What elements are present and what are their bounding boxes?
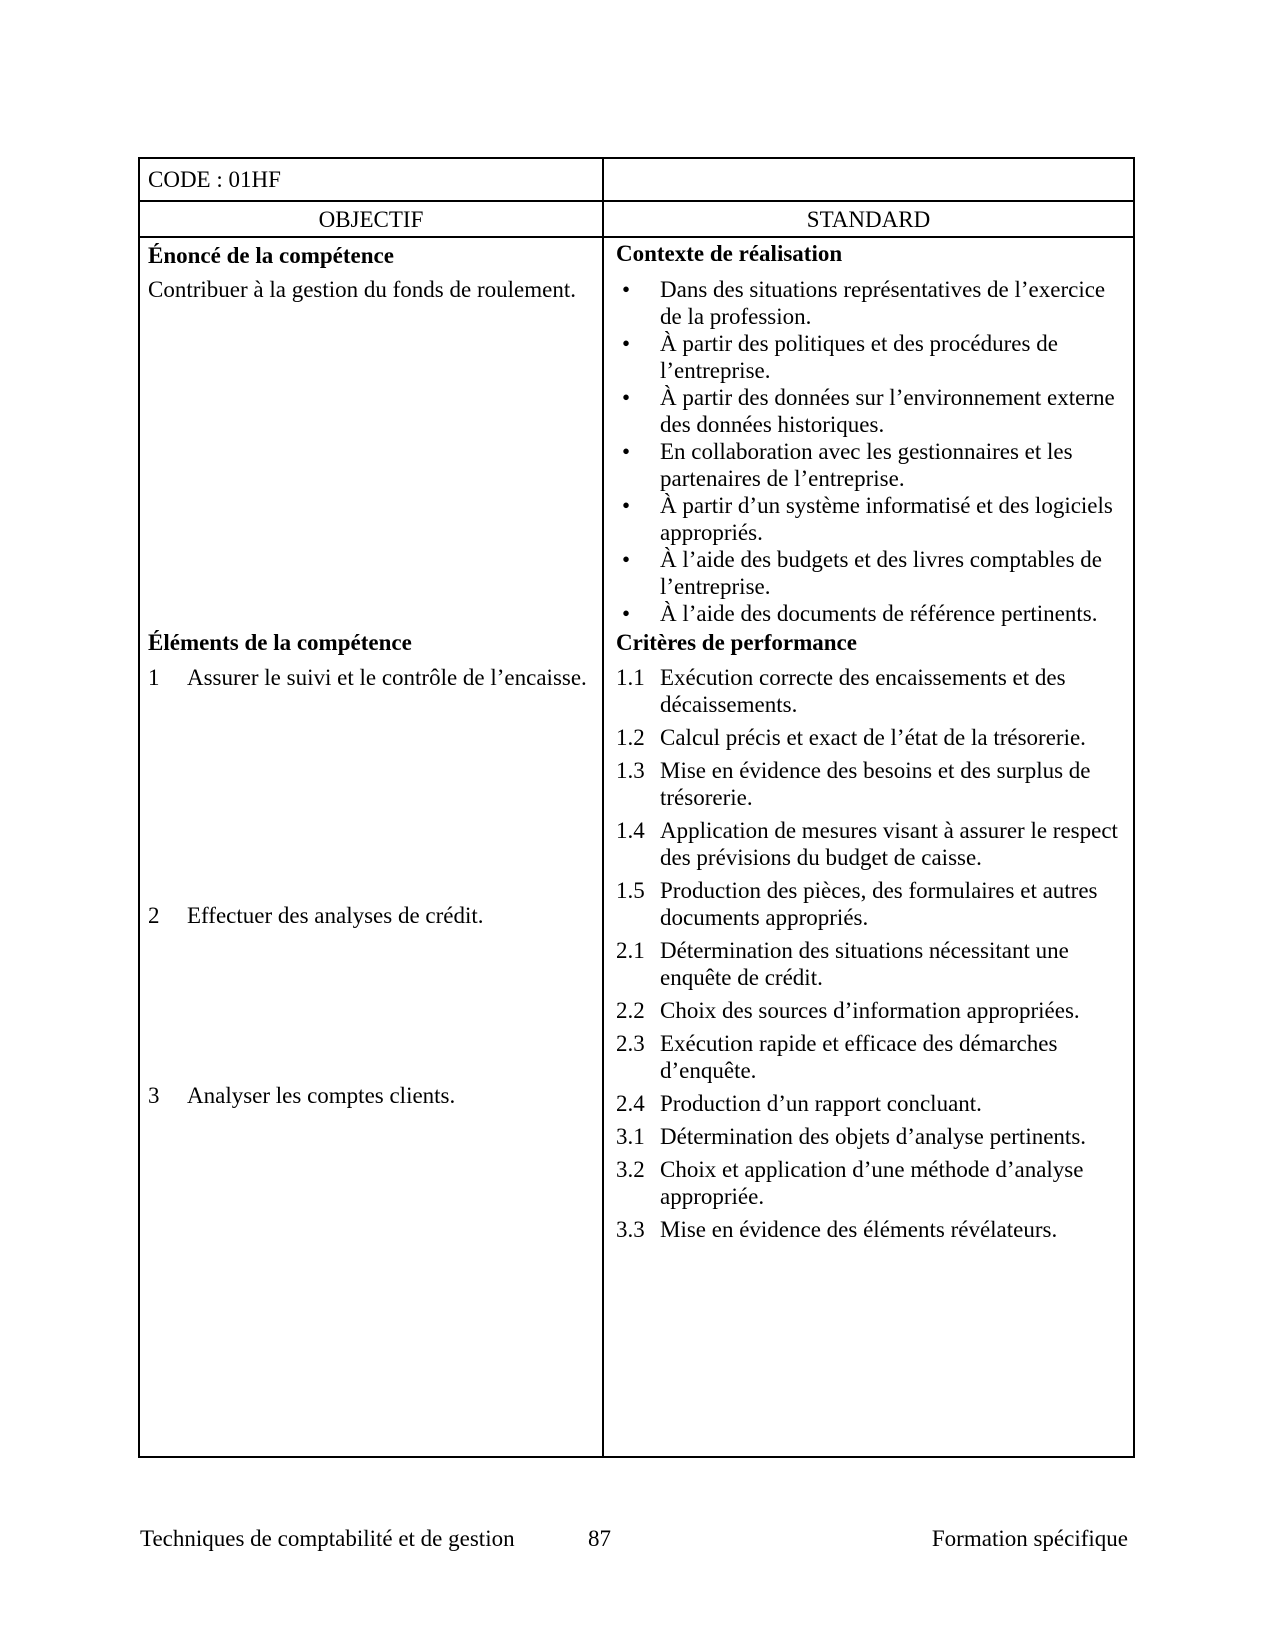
list-item: [616, 817, 1127, 871]
list-item: [148, 902, 592, 929]
list-item: [616, 384, 1127, 438]
item-number: 1.4: [616, 818, 645, 843]
list-item: [616, 546, 1127, 600]
bullet-icon: •: [622, 547, 631, 572]
contexte-list: [616, 276, 1127, 627]
list-item: [616, 997, 1127, 1024]
column-header-row: [140, 202, 1133, 238]
enonce-text: Contribuer à la gestion du fonds de roulement.: [148, 277, 576, 302]
item-text: Production des pièces, des formulaires et autres documents appropriés.: [660, 878, 1098, 930]
item-text: Choix et application d’une méthode d’analyse appropriée.: [660, 1157, 1084, 1209]
item-text: Détermination des objets d’analyse pertinents.: [660, 1124, 1087, 1149]
list-item: [616, 330, 1127, 384]
bullet-icon: •: [622, 601, 631, 626]
item-text: Mise en évidence des éléments révélateurs.: [660, 1217, 1058, 1242]
standard-column: [604, 238, 1133, 1456]
item-text: Dans des situations représentatives de l’exercice de la profession.: [660, 277, 1106, 329]
list-item: [616, 1030, 1127, 1084]
item-number: 2.1: [616, 938, 645, 963]
item-number: 1.3: [616, 758, 645, 783]
item-number: 1.1: [616, 665, 645, 690]
item-number: 3.1: [616, 1124, 645, 1149]
bullet-icon: •: [622, 385, 631, 410]
elements-list: [148, 664, 592, 1109]
list-item: [616, 877, 1127, 931]
item-number: 2: [148, 903, 160, 928]
item-number: 2.4: [616, 1091, 645, 1116]
list-item: [616, 937, 1127, 991]
item-text: À partir des données sur l’environnement externe des données historiques.: [660, 385, 1115, 437]
list-item: [616, 1123, 1127, 1150]
item-text: Détermination des situations nécessitant une enquête de crédit.: [660, 938, 1069, 990]
item-text: Mise en évidence des besoins et des surplus de trésorerie.: [660, 758, 1091, 810]
standard-header: STANDARD: [806, 206, 931, 232]
code-cell: [140, 159, 604, 200]
list-item: [616, 600, 1127, 627]
footer-program-title: Techniques de comptabilité et de gestion: [140, 1526, 515, 1551]
item-text: À partir des politiques et des procédures de l’entreprise.: [660, 331, 1058, 383]
footer-section-title: Formation spécifique: [931, 1526, 1128, 1551]
page-footer: [138, 1525, 1135, 1555]
item-text: Analyser les comptes clients.: [187, 1083, 456, 1108]
elements-heading: Éléments de la compétence: [148, 630, 412, 655]
item-text: À l’aide des documents de référence pertinents.: [660, 601, 1098, 626]
list-item: [616, 757, 1127, 811]
list-item: [616, 276, 1127, 330]
competency-table: [138, 157, 1135, 1458]
body-row: [140, 238, 1133, 1456]
objectif-header: OBJECTIF: [318, 206, 424, 232]
bullet-icon: •: [622, 331, 631, 356]
item-text: Choix des sources d’information appropriées.: [660, 998, 1080, 1023]
enonce-heading: Énoncé de la compétence: [148, 243, 394, 268]
code-row: [140, 159, 1133, 202]
item-text: Exécution rapide et efficace des démarches d’enquête.: [660, 1031, 1058, 1083]
item-text: Production d’un rapport concluant.: [660, 1091, 982, 1116]
code-cell-empty: [604, 159, 1133, 200]
item-text: Application de mesures visant à assurer le respect des prévisions du budget de caisse.: [660, 818, 1118, 870]
item-text: Exécution correcte des encaissements et des décaissements.: [660, 665, 1066, 717]
list-item: [616, 492, 1127, 546]
item-number: 2.2: [616, 998, 645, 1023]
item-text: À l’aide des budgets et des livres comptables de l’entreprise.: [660, 547, 1102, 599]
item-number: 1: [148, 665, 160, 690]
item-number: 3: [148, 1083, 160, 1108]
item-number: 3.3: [616, 1217, 645, 1242]
item-number: 1.5: [616, 878, 645, 903]
code-label: CODE : 01HF: [148, 167, 281, 192]
item-text: À partir d’un système informatisé et des logiciels appropriés.: [660, 493, 1113, 545]
item-text: Effectuer des analyses de crédit.: [187, 903, 484, 928]
criteres-heading: Critères de performance: [616, 630, 857, 655]
item-text: En collaboration avec les gestionnaires et les partenaires de l’entreprise.: [660, 439, 1073, 491]
list-item: [148, 1082, 592, 1109]
list-item: [148, 664, 592, 691]
criteres-list: [616, 664, 1127, 1243]
bullet-icon: •: [622, 439, 631, 464]
bullet-icon: •: [622, 493, 631, 518]
list-item: [616, 1090, 1127, 1117]
item-text: Assurer le suivi et le contrôle de l’encaisse.: [187, 665, 587, 690]
standard-header-cell: [604, 202, 1133, 236]
objectif-column: [140, 238, 604, 1456]
list-item: [616, 1156, 1127, 1210]
footer-page-number: 87: [588, 1526, 611, 1551]
item-number: 1.2: [616, 725, 645, 750]
list-item: [616, 438, 1127, 492]
bullet-icon: •: [622, 277, 631, 302]
list-item: [616, 1216, 1127, 1243]
contexte-heading: Contexte de réalisation: [616, 241, 843, 266]
objectif-header-cell: [140, 202, 604, 236]
item-number: 3.2: [616, 1157, 645, 1182]
list-item: [616, 664, 1127, 718]
item-number: 2.3: [616, 1031, 645, 1056]
list-item: [616, 724, 1127, 751]
item-text: Calcul précis et exact de l’état de la trésorerie.: [660, 725, 1086, 750]
